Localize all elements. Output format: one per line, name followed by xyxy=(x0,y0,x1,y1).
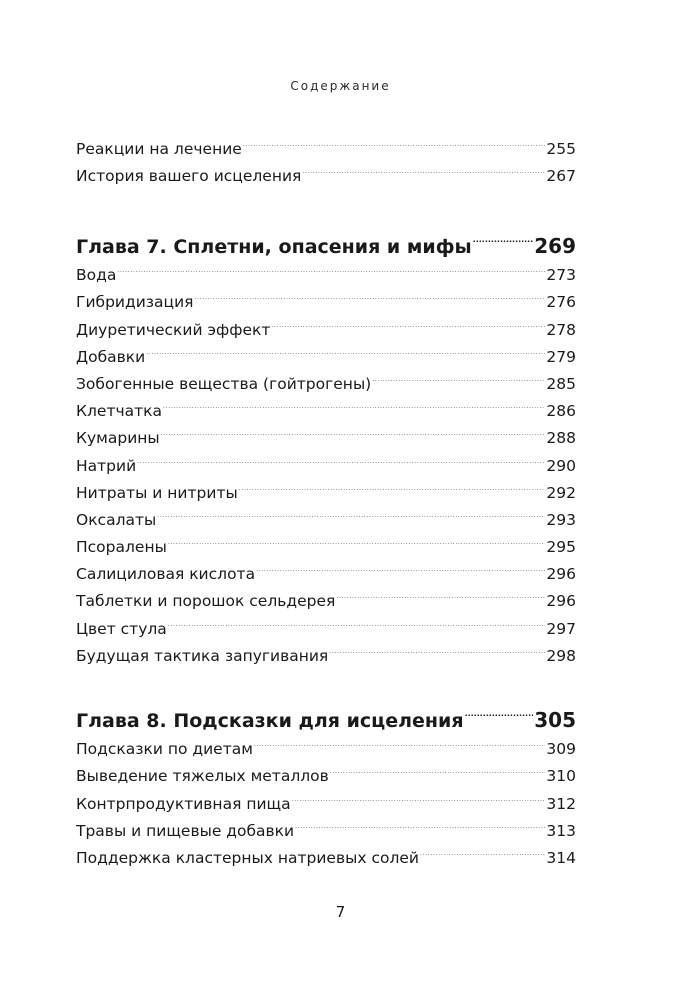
toc-entry-page: 286 xyxy=(546,402,576,421)
dot-leader xyxy=(372,362,545,389)
toc-entry-page: 298 xyxy=(546,646,576,665)
toc-entry-page: 285 xyxy=(546,374,576,393)
toc-entry-page: 309 xyxy=(546,740,576,759)
toc-entry xyxy=(76,335,576,366)
toc-entry-title: Выведение тяжелых металлов xyxy=(76,767,329,786)
toc-entry-page: 295 xyxy=(546,538,576,557)
toc-entry-page: 267 xyxy=(546,167,576,186)
toc-entry-title: Гибридизация xyxy=(76,293,194,312)
toc-continuation xyxy=(76,127,576,186)
dot-leader xyxy=(194,280,545,307)
chapter-heading xyxy=(76,213,576,258)
toc-chapter-8 xyxy=(76,687,576,867)
toc-entry-title: Натрий xyxy=(76,456,137,475)
toc-entry xyxy=(76,471,576,502)
dot-leader xyxy=(239,471,546,498)
toc-entry-title: Кумарины xyxy=(76,429,160,448)
dot-leader xyxy=(420,836,545,863)
toc-entry xyxy=(76,253,576,285)
dot-leader xyxy=(292,781,546,808)
page-number: 7 xyxy=(335,903,346,921)
toc-entry-page: 297 xyxy=(546,619,576,638)
toc-entry-title: Псоралены xyxy=(76,538,167,557)
dot-leader xyxy=(295,809,545,836)
toc-entry-title: Нитраты и нитриты xyxy=(76,483,238,502)
dot-leader xyxy=(157,498,545,525)
toc-entry-page: 278 xyxy=(546,320,576,339)
toc-entry-page: 310 xyxy=(546,767,576,786)
dot-leader xyxy=(161,416,546,443)
dot-leader xyxy=(146,335,545,362)
dot-leader xyxy=(271,307,545,334)
chapter-page: 305 xyxy=(534,708,576,732)
toc-entry-title: Таблетки и порошок сельдерея xyxy=(76,592,336,611)
toc-entry-title: Травы и пищевые добавки xyxy=(76,821,295,840)
toc-entry xyxy=(76,362,576,393)
toc-entry xyxy=(76,280,576,312)
toc-entry xyxy=(76,443,576,475)
chapter-title: Глава 7. Сплетни, опасения и мифы xyxy=(76,236,472,258)
toc-entry-page: 273 xyxy=(546,266,576,285)
toc-entry-title: Контрпродуктивная пища xyxy=(76,794,291,813)
dot-leader xyxy=(465,687,534,727)
toc-entry-page: 314 xyxy=(546,848,576,867)
toc-entry-page: 290 xyxy=(546,456,576,475)
toc-entry-title: Подсказки по диетам xyxy=(76,740,253,759)
dot-leader xyxy=(168,525,546,552)
toc-entry-page: 296 xyxy=(546,565,576,584)
toc-entry-title: Зобогенные вещества (гойтрогены) xyxy=(76,374,372,393)
chapter-page: 269 xyxy=(534,234,576,258)
dot-leader xyxy=(302,154,545,181)
dot-leader xyxy=(117,253,545,280)
toc-chapter-7 xyxy=(76,213,576,665)
toc-entry-title: Оксалаты xyxy=(76,510,157,529)
toc-entry-page: 293 xyxy=(546,510,576,529)
toc-entry-title: Цвет стула xyxy=(76,619,167,638)
chapter-title: Глава 8. Подсказки для исцеления xyxy=(76,710,464,732)
toc-entry-page: 255 xyxy=(546,140,576,159)
dot-leader xyxy=(137,443,545,470)
dot-leader xyxy=(168,606,546,633)
toc-entry-page: 279 xyxy=(546,347,576,366)
toc-entry-title: Добавки xyxy=(76,347,146,366)
dot-leader xyxy=(256,552,545,579)
toc-entry-title: История вашего исцеления xyxy=(76,167,302,186)
chapter-heading xyxy=(76,687,576,732)
dot-leader xyxy=(473,213,534,253)
dot-leader xyxy=(329,634,545,661)
dot-leader xyxy=(330,754,546,781)
toc-entry-page: 276 xyxy=(546,293,576,312)
toc-entry-title: Поддержка кластерных натриевых солей xyxy=(76,848,419,867)
toc-entry-page: 292 xyxy=(546,483,576,502)
toc-entry xyxy=(76,127,576,159)
toc-entry-title: Салициловая кислота xyxy=(76,565,256,584)
toc-entry-title: Будущая тактика запугивания xyxy=(76,646,329,665)
toc-entry-page: 313 xyxy=(546,821,576,840)
toc-entry-page: 312 xyxy=(546,794,576,813)
toc-entry-title: Вода xyxy=(76,266,117,285)
toc-entry-page: 288 xyxy=(546,429,576,448)
toc-entry-title: Диуретический эффект xyxy=(76,320,271,339)
toc-entry-title: Реакции на лечение xyxy=(76,140,242,159)
toc-entry-title: Клетчатка xyxy=(76,402,163,421)
dot-leader xyxy=(336,579,545,606)
dot-leader xyxy=(163,389,545,416)
dot-leader xyxy=(243,127,546,154)
toc-entry-page: 296 xyxy=(546,592,576,611)
dot-leader xyxy=(254,727,545,754)
running-head: Содержание xyxy=(290,79,391,93)
